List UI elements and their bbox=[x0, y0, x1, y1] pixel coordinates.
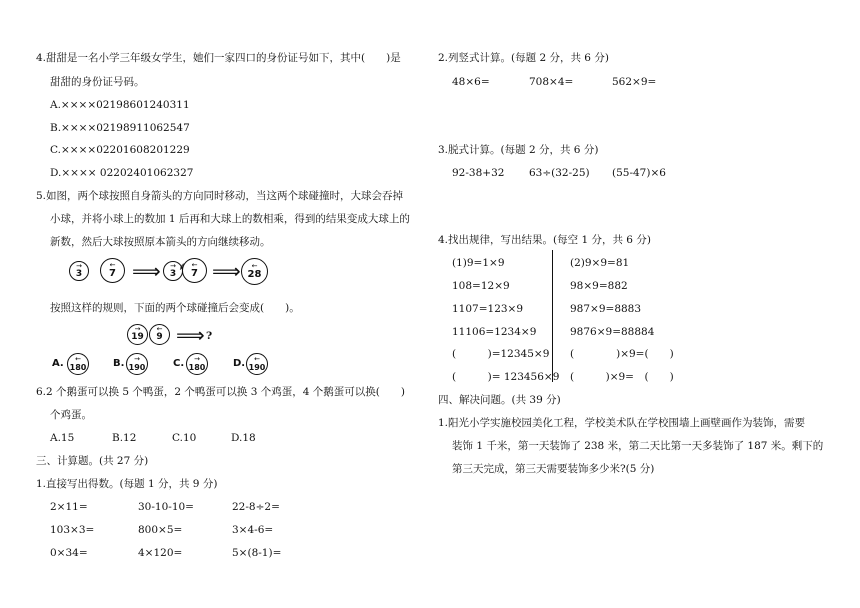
right-arrow-icon: → bbox=[194, 354, 200, 363]
q6-line1: 6.2 个鹅蛋可以换 5 个鸭蛋，2 个鸭蛋可以换 3 个鸡蛋，4 个鹅蛋可以换( ) bbox=[36, 386, 405, 398]
q4-option-b: B.××××02198911062547 bbox=[50, 122, 190, 134]
word1-line2: 装饰 1 千米，第一天装饰了 238 米，第二天比第一天多装饰了 187 米。剩下的 bbox=[452, 440, 824, 452]
q5-answer-a-ball: ← 180 bbox=[67, 353, 89, 375]
calc1-item: 30-10-10= bbox=[138, 501, 194, 513]
q5-line2: 小球，并将小球上的数加 1 后再和大球上的数相乘，得到的结果变成大球上的 bbox=[50, 213, 410, 225]
q5-line1: 5.如图，两个球按照自身箭头的方向同时移动，当这两个球碰撞时，大球会吞掉 bbox=[36, 190, 404, 202]
word1-line3: 第三天完成，第三天需要装饰多少米?(5 分) bbox=[452, 463, 655, 475]
q6-line2: 个鸡蛋。 bbox=[50, 409, 92, 421]
calc1-item: 2×11= bbox=[50, 501, 88, 513]
pattern2-blank: ( )×9= ( ) bbox=[570, 371, 674, 383]
q5-answer-a-label: A. bbox=[52, 358, 64, 369]
collision-burst-icon: ⸙ bbox=[178, 260, 187, 273]
q6-option-b: B.12 bbox=[112, 432, 137, 444]
q5-answer-b-ball: → 190 bbox=[126, 353, 148, 375]
pattern2-line: (2)9×9=81 bbox=[570, 257, 630, 269]
q5-answer-d-ball: ← 190 bbox=[246, 353, 268, 375]
collide-small-ball: → 3 bbox=[163, 261, 183, 281]
calc2-item: 48×6= bbox=[452, 76, 490, 88]
right-arrow-icon: → bbox=[134, 354, 140, 363]
calc4-title: 4.找出规律，写出结果。(每空 1 分，共 6 分) bbox=[438, 234, 651, 246]
left-arrow-icon: ← bbox=[254, 354, 260, 363]
pattern2-line: 987×9=8883 bbox=[570, 303, 642, 315]
left-arrow-icon: ← bbox=[156, 325, 163, 333]
q6-option-c: C.10 bbox=[172, 432, 197, 444]
q4-line1: 4.甜甜是一名小学三年级女学生，她们一家四口的身份证号如下，其中( )是 bbox=[36, 52, 401, 64]
section-3-title: 三、计算题。(共 27 分) bbox=[36, 455, 149, 467]
pattern2-blank: ( )×9=( ) bbox=[570, 348, 674, 360]
calc3-item: 63÷(32-25) bbox=[529, 167, 590, 179]
left-arrow-icon: ← bbox=[75, 354, 81, 363]
implies-arrow-icon: ⟹ bbox=[212, 259, 241, 283]
calc1-item: 5×(8-1)= bbox=[232, 547, 282, 559]
implies-arrow-icon: ⟹ bbox=[176, 323, 205, 347]
pattern1-line: 11106=1234×9 bbox=[452, 326, 537, 338]
calc1-item: 22-8÷2= bbox=[232, 501, 280, 513]
word1-line1: 1.阳光小学实施校园美化工程，学校美术队在学校围墙上画壁画作为装饰，需要 bbox=[438, 417, 806, 429]
q4-option-d: D.×××× 02202401062327 bbox=[50, 167, 194, 179]
left-arrow-icon: ← bbox=[191, 261, 198, 269]
pattern1-line: 1107=123×9 bbox=[452, 303, 524, 315]
calc1-item: 3×4-6= bbox=[232, 524, 274, 536]
result-ball: ← 28 bbox=[241, 258, 268, 285]
pattern1-line: 108=12×9 bbox=[452, 280, 510, 292]
calc2-item: 708×4= bbox=[529, 76, 574, 88]
example-big-ball: ← 7 bbox=[100, 258, 125, 283]
calc3-item: 92-38+32 bbox=[452, 167, 505, 179]
right-arrow-icon: → bbox=[76, 261, 82, 270]
pattern1-line: (1)9=1×9 bbox=[452, 257, 505, 269]
left-arrow-icon: ← bbox=[251, 262, 258, 270]
question-mark: ? bbox=[206, 330, 213, 342]
calc1-item: 800×5= bbox=[138, 524, 183, 536]
q4-option-a: A.××××02198601240311 bbox=[50, 99, 190, 111]
example-small-ball: → 3 bbox=[69, 261, 89, 281]
implies-arrow-icon: ⟹ bbox=[132, 259, 161, 283]
calc1-item: 103×3= bbox=[50, 524, 95, 536]
calc2-title: 2.列竖式计算。(每题 2 分，共 6 分) bbox=[438, 52, 609, 64]
column-divider bbox=[552, 250, 553, 382]
section-4-title: 四、解决问题。(共 39 分) bbox=[438, 394, 561, 406]
q5-answer-d-label: D. bbox=[233, 358, 246, 369]
left-arrow-icon: ← bbox=[109, 261, 116, 269]
q5-prompt: 按照这样的规则，下面的两个球碰撞后会变成( )。 bbox=[50, 302, 300, 314]
right-arrow-icon: → bbox=[134, 325, 141, 333]
question-ball-9: ← 9 bbox=[149, 324, 170, 345]
calc3-title: 3.脱式计算。(每题 2 分，共 6 分) bbox=[438, 144, 599, 156]
collide-big-ball: ← 7 bbox=[182, 258, 207, 283]
q4-option-c: C.××××02201608201229 bbox=[50, 144, 190, 156]
q5-answer-c-ball: → 180 bbox=[186, 353, 208, 375]
calc1-title: 1.直接写出得数。(每题 1 分，共 9 分) bbox=[36, 478, 218, 490]
pattern1-blank: ( )=12345×9 bbox=[452, 348, 550, 360]
calc3-item: (55-47)×6 bbox=[612, 167, 666, 179]
pattern2-line: 9876×9=88884 bbox=[570, 326, 655, 338]
pattern2-line: 98×9=882 bbox=[570, 280, 628, 292]
pattern1-blank: ( )= 123456×9 bbox=[452, 371, 560, 383]
q6-option-a: A.15 bbox=[50, 432, 75, 444]
q5-answer-c-label: C. bbox=[173, 358, 185, 369]
right-arrow-icon: → bbox=[170, 261, 176, 270]
calc1-item: 4×120= bbox=[138, 547, 183, 559]
q4-line2: 甜甜的身份证号码。 bbox=[50, 76, 145, 88]
q5-line3: 新数，然后大球按照原本箭头的方向继续移动。 bbox=[50, 236, 271, 248]
question-ball-19: → 19 bbox=[127, 324, 148, 345]
calc1-item: 0×34= bbox=[50, 547, 88, 559]
q5-answer-b-label: B. bbox=[113, 358, 125, 369]
q6-option-d: D.18 bbox=[231, 432, 256, 444]
calc2-item: 562×9= bbox=[612, 76, 657, 88]
